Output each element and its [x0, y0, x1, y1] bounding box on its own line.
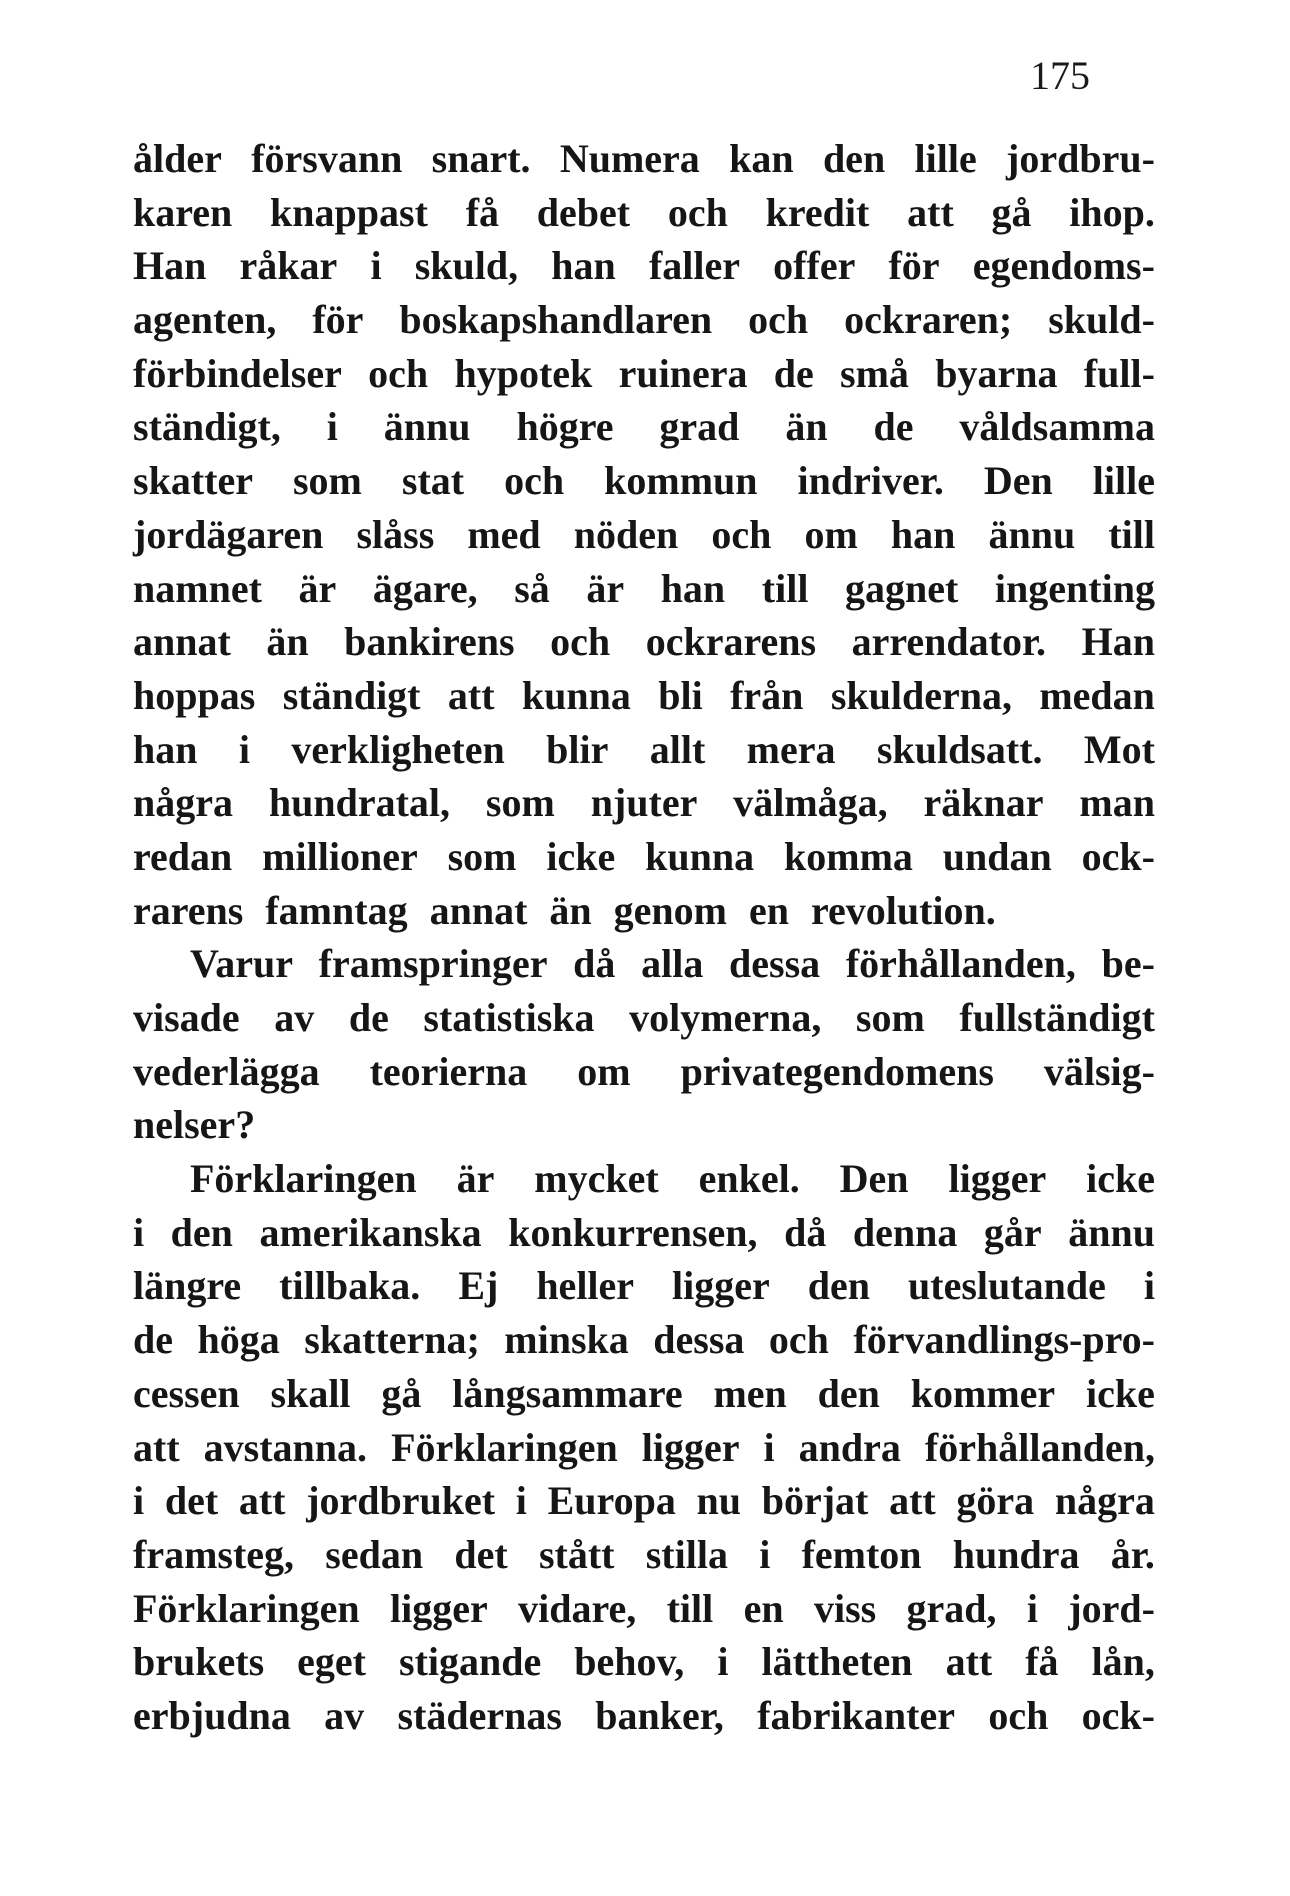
word: i [133, 1478, 145, 1524]
word: ligger [672, 1263, 770, 1309]
word: att [889, 1478, 936, 1524]
word: de [348, 995, 389, 1040]
word: ännu [383, 404, 471, 450]
word: och [768, 1317, 829, 1363]
word: slåss [356, 511, 435, 557]
word: lille [914, 136, 977, 181]
word: Den [839, 1156, 909, 1202]
word: visade [133, 995, 240, 1040]
text-line [133, 1152, 1155, 1206]
word: fabrikanter [757, 1692, 955, 1738]
word: denna [852, 1209, 958, 1255]
word: alla [641, 941, 704, 987]
word: boskapshandlaren [399, 297, 713, 343]
word: försvann [251, 136, 403, 181]
word: framsteg, [133, 1531, 295, 1577]
word: kunna [521, 672, 631, 718]
word: hypotek [454, 350, 593, 396]
word: jordägaren [133, 511, 324, 557]
word: vederlägga [133, 1048, 320, 1094]
word: teorierna [369, 1048, 528, 1094]
word: Europa [547, 1478, 676, 1524]
word: för [888, 243, 940, 289]
word: grad, [906, 1585, 997, 1631]
text-line [133, 776, 1155, 830]
word: förbindelser [133, 350, 342, 396]
word: ligger [390, 1585, 488, 1631]
word: Den [983, 458, 1053, 504]
word: i [759, 1531, 771, 1577]
word: bankirens [344, 619, 515, 665]
word: kommun [604, 458, 758, 504]
text-line [133, 454, 1155, 508]
word: ännu [1068, 1209, 1155, 1255]
text-line [133, 723, 1155, 777]
word: enkel. [698, 1156, 800, 1202]
word: amerikanska [259, 1209, 482, 1255]
word: undan [942, 833, 1052, 879]
word: ock- [1081, 833, 1155, 879]
word: skuld, [414, 243, 519, 289]
word: och [504, 458, 565, 504]
text-line [133, 1206, 1155, 1260]
word: och [550, 619, 611, 665]
word: egendoms- [972, 243, 1155, 289]
word: att [447, 672, 495, 718]
word: de [133, 1317, 173, 1363]
word: nelser? [133, 1102, 256, 1148]
word: famntag [265, 887, 408, 933]
word: till [761, 565, 809, 611]
word: han [133, 726, 198, 772]
word: volymerna, [629, 995, 822, 1040]
word: så [514, 565, 550, 611]
word: ägare, [372, 565, 478, 611]
word: långsammare [452, 1370, 683, 1416]
word: små [840, 350, 909, 396]
word: städernas [397, 1692, 562, 1738]
word: som [485, 780, 555, 826]
word: är [586, 565, 625, 611]
word: Förklaringen [391, 1424, 618, 1470]
word: avstanna. [203, 1424, 368, 1470]
word: han [660, 565, 726, 611]
word: i [238, 726, 251, 772]
word: år. [1110, 1531, 1155, 1577]
word: stilla [645, 1531, 728, 1577]
word: jord- [1068, 1585, 1155, 1631]
word: andra [798, 1424, 901, 1470]
word: skuldsatt. [876, 726, 1043, 772]
word: i [1143, 1263, 1155, 1309]
word: men [713, 1370, 787, 1416]
text-line [133, 1045, 1155, 1099]
text-line [133, 562, 1155, 616]
word: stigande [399, 1639, 542, 1685]
word: de [873, 404, 914, 450]
text-line [133, 615, 1155, 669]
word: faller [648, 243, 741, 289]
word: i [515, 1478, 527, 1524]
word: den [807, 1263, 871, 1309]
word: knappast [270, 189, 428, 235]
word: då [784, 1209, 827, 1255]
word: Numera [559, 136, 700, 181]
text-line [133, 830, 1155, 884]
word: än [785, 404, 828, 450]
word: i [326, 404, 338, 450]
text-line [133, 1367, 1155, 1421]
word: hoppas [133, 672, 256, 718]
word: skatterna; [304, 1317, 480, 1363]
word: femton [801, 1531, 922, 1577]
word: statistiska [423, 995, 595, 1040]
word: längre [133, 1263, 242, 1309]
word: i [717, 1639, 729, 1685]
text-line [133, 1474, 1155, 1528]
word: ålder [133, 136, 222, 181]
text-line [133, 1313, 1155, 1367]
word: våldsamma [959, 404, 1155, 450]
text-line [133, 1421, 1155, 1475]
word: i [1026, 1585, 1039, 1631]
word: arrendator. [851, 619, 1047, 665]
word: en [748, 887, 789, 933]
word: till [666, 1585, 714, 1631]
word: få [1025, 1639, 1059, 1685]
word: byarna [935, 350, 1058, 396]
word: be- [1101, 941, 1155, 987]
word: mera [746, 726, 836, 772]
word: namnet [133, 565, 262, 611]
word: grad [659, 404, 740, 450]
word: Varur [190, 941, 293, 987]
word: att [238, 1478, 286, 1524]
word: minska [504, 1317, 629, 1363]
word: högre [516, 404, 614, 450]
word: än [266, 619, 309, 665]
word: dessa [653, 1317, 745, 1363]
word: i [133, 1209, 145, 1255]
word: ingenting [994, 565, 1155, 611]
word: ligger [641, 1424, 740, 1470]
word: Han [133, 243, 207, 289]
word: viss [813, 1585, 877, 1631]
word: att [907, 189, 954, 235]
word: offer [773, 243, 856, 289]
word: rarens [133, 887, 244, 933]
text-line [133, 293, 1155, 347]
word: debet [536, 189, 631, 235]
word: mycket [534, 1156, 659, 1202]
body-text [133, 132, 1155, 1743]
word: ständigt [282, 672, 421, 718]
word: agenten, [133, 297, 277, 343]
text-line [133, 508, 1155, 562]
word: nu [696, 1478, 742, 1524]
word: indriver. [797, 458, 944, 504]
word: fullständigt [959, 995, 1155, 1040]
word: ockraren; [844, 297, 1013, 343]
word: i [763, 1424, 775, 1470]
word: behov, [574, 1639, 685, 1685]
text-line [133, 186, 1155, 240]
word: ock- [1081, 1692, 1155, 1738]
word: från [730, 672, 804, 718]
word: snart. [431, 136, 531, 181]
text-line [133, 347, 1155, 401]
word: Ej [458, 1263, 499, 1309]
word: lättheten [761, 1639, 913, 1685]
word: lån, [1091, 1639, 1155, 1685]
word: för [312, 297, 364, 343]
word: kan [729, 136, 794, 181]
word: uteslutande [908, 1263, 1106, 1309]
word: ligger [948, 1156, 1047, 1202]
word: banker, [595, 1692, 724, 1738]
text-line [133, 400, 1155, 454]
word: ihop. [1069, 189, 1155, 235]
word: heller [536, 1263, 635, 1309]
word: framspringer [318, 941, 548, 987]
word: välmåga, [733, 780, 888, 826]
word: skatter [133, 458, 253, 504]
text-line [133, 1582, 1155, 1636]
word: går [983, 1209, 1042, 1255]
word: Mot [1083, 726, 1155, 772]
word: och [711, 511, 772, 557]
word: och [748, 297, 809, 343]
word: med [467, 511, 541, 557]
word: jordbruket [306, 1478, 496, 1524]
word: då [573, 941, 616, 987]
word: stat [401, 458, 465, 504]
word: Han [1081, 619, 1155, 665]
word: njuter [590, 780, 698, 826]
word: icke [1086, 1370, 1155, 1416]
word: att [133, 1424, 180, 1470]
word: gå [381, 1370, 422, 1416]
word: är [298, 565, 337, 611]
text-line [133, 937, 1155, 991]
word: skuld- [1048, 297, 1155, 343]
word: om [577, 1048, 631, 1094]
word: bli [658, 672, 703, 718]
word: förhållanden, [845, 941, 1076, 987]
word: göra [956, 1478, 1035, 1524]
word: cessen [133, 1370, 240, 1416]
word: privategendomens [680, 1048, 994, 1094]
word: gagnet [845, 565, 959, 611]
word: verkligheten [291, 726, 505, 772]
word: om [804, 511, 858, 557]
word: komma [784, 833, 913, 879]
text-line [133, 991, 1155, 1045]
word: Förklaringen [190, 1156, 417, 1202]
word: att [945, 1639, 993, 1685]
word: dessa [729, 941, 821, 987]
word: ruinera [618, 350, 748, 396]
word: erbjudna [133, 1692, 291, 1738]
word: redan [133, 833, 233, 879]
text-line [133, 1689, 1155, 1743]
word: stått [538, 1531, 615, 1577]
word: nöden [573, 511, 679, 557]
word: lille [1092, 458, 1155, 504]
word: han [890, 511, 956, 557]
word: revolution. [810, 887, 996, 933]
word: förhållanden, [924, 1424, 1155, 1470]
word: millioner [262, 833, 418, 879]
word: kredit [765, 189, 870, 235]
word: jordbru- [1006, 136, 1155, 181]
text-line [133, 1635, 1155, 1689]
word: kunna [645, 833, 755, 879]
word: Förklaringen [133, 1585, 360, 1631]
text-line [133, 239, 1155, 293]
word: som [292, 458, 362, 504]
word: ständigt, [133, 404, 281, 450]
word: gå [991, 189, 1032, 235]
text-line [133, 132, 1155, 186]
word: som [855, 995, 925, 1040]
word: som [447, 833, 517, 879]
word: av [274, 995, 315, 1040]
word: brukets [133, 1639, 265, 1685]
word: hundratal, [268, 780, 451, 826]
word: är [456, 1156, 495, 1202]
word: börjat [761, 1478, 869, 1524]
word: blir [546, 726, 609, 772]
word: ockrarens [645, 619, 817, 665]
word: allt [649, 726, 706, 772]
word: förvandlings-pro- [853, 1317, 1155, 1363]
word: annat [429, 887, 528, 933]
word: den [170, 1209, 233, 1255]
word: man [1079, 780, 1155, 826]
text-line [133, 669, 1155, 723]
text-line [133, 1259, 1155, 1313]
word: den [822, 136, 886, 181]
word: annat [133, 619, 231, 665]
word: skulderna, [830, 672, 1012, 718]
word: och [988, 1692, 1049, 1738]
word: räknar [923, 780, 1044, 826]
word: hundra [952, 1531, 1080, 1577]
word: än [549, 887, 592, 933]
text-line [133, 1528, 1155, 1582]
word: höga [197, 1317, 280, 1363]
text-line [133, 1098, 1155, 1152]
word: det [164, 1478, 219, 1524]
word: det [454, 1531, 508, 1577]
word: ännu [988, 511, 1076, 557]
word: råkar [239, 243, 338, 289]
page-number: 175 [1030, 53, 1090, 98]
word: få [465, 189, 500, 235]
word: eget [297, 1639, 366, 1685]
word: sedan [325, 1531, 424, 1577]
word: konkurrensen, [508, 1209, 758, 1255]
word: av [324, 1692, 365, 1738]
word: tillbaka. [279, 1263, 421, 1309]
word: en [743, 1585, 784, 1631]
word: kommer [910, 1370, 1056, 1416]
word: några [1054, 1478, 1155, 1524]
word: icke [1086, 1156, 1155, 1202]
word: till [1108, 511, 1155, 557]
word: välsig- [1043, 1048, 1155, 1094]
word: skall [270, 1370, 351, 1416]
word: han [551, 243, 616, 289]
word: vidare, [518, 1585, 637, 1631]
word: och [667, 189, 728, 235]
word: i [370, 243, 382, 289]
word: genom [613, 887, 727, 933]
word: icke [546, 833, 616, 879]
word: full- [1083, 350, 1155, 396]
word: medan [1039, 672, 1155, 718]
word: några [133, 780, 233, 826]
word: karen [133, 189, 233, 235]
word: de [773, 350, 814, 396]
text-line [133, 884, 1155, 938]
word: den [817, 1370, 880, 1416]
word: och [368, 350, 429, 396]
